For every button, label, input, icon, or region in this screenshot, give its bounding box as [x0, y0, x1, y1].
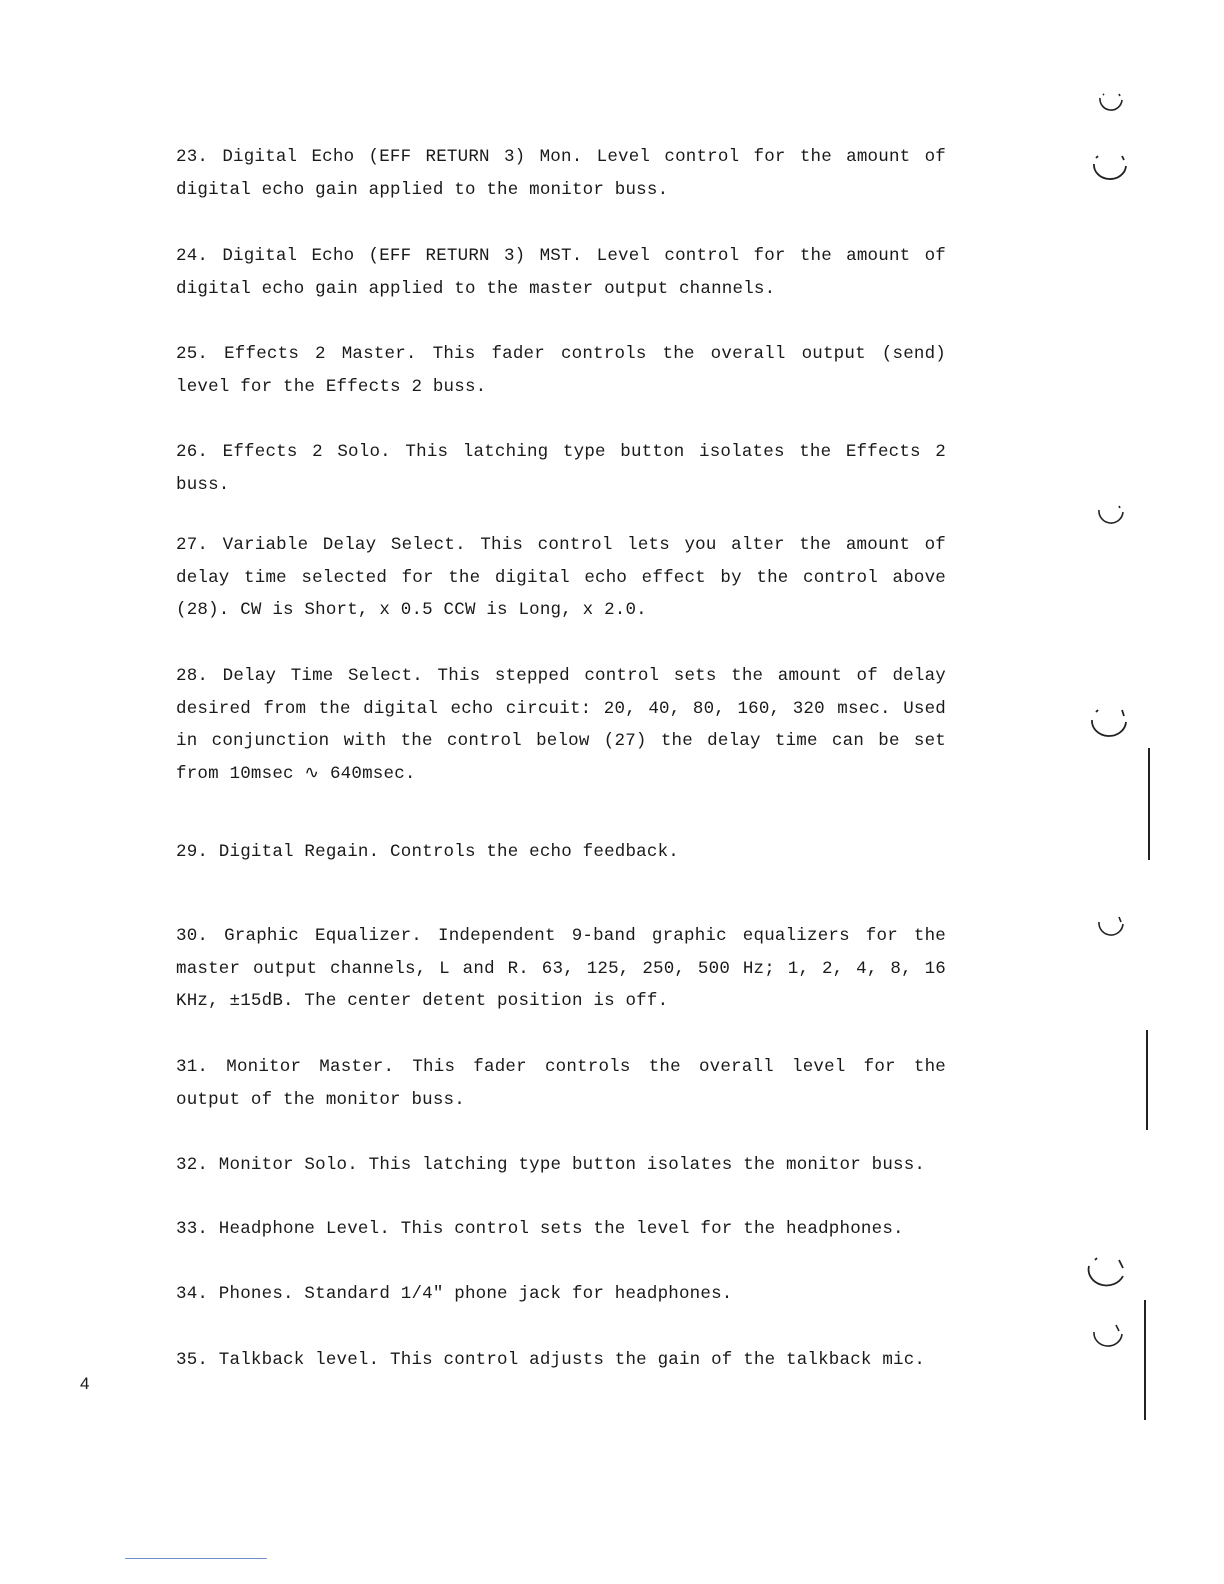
- punch-hole-icon: [1095, 90, 1127, 120]
- paragraph-28: 28. Delay Time Select. This stepped control sets the amount of delay desired from the digital echo circuit: 20, 40, 80, 160, 320 msec. Used in conjunction with the control below (27) the delay time can be set from 10msec ∿ 640msec.: [176, 666, 946, 784]
- paragraph-29: 29. Digital Regain. Controls the echo feedback.: [176, 842, 679, 862]
- paragraph-32: 32. Monitor Solo. This latching type button isolates the monitor buss.: [176, 1155, 926, 1175]
- punch-hole-icon: [1085, 1256, 1129, 1296]
- paragraph-30: 30. Graphic Equalizer. Independent 9-band graphic equalizers for the master output channels, L and R. 63, 125, 250, 500 Hz; 1, 2, 4, 8, 16 KHz, ±15dB. The center detent position is off.: [176, 926, 946, 1011]
- margin-rule: [1148, 748, 1150, 860]
- punch-hole-icon: [1090, 152, 1130, 188]
- paragraph-33: 33. Headphone Level. This control sets the level for the headphones.: [176, 1219, 904, 1239]
- paragraph-27: 27. Variable Delay Select. This control lets you alter the amount of delay time selected for the digital echo effect by the control above (28). CW is Short, x 0.5 CCW is Long, x 2.0.: [176, 535, 946, 620]
- page-number: 4: [80, 1374, 90, 1393]
- paragraph-25: 25. Effects 2 Master. This fader controls the overall output (send) level for the Effects 2 buss.: [176, 344, 946, 397]
- paragraph-35: 35. Talkback level. This control adjusts the gain of the talkback mic.: [176, 1350, 926, 1370]
- punch-hole-icon: [1095, 502, 1127, 532]
- paragraph-26: 26. Effects 2 Solo. This latching type button isolates the Effects 2 buss.: [176, 442, 946, 495]
- punch-hole-icon: [1090, 1322, 1126, 1356]
- margin-rule: [1144, 1300, 1146, 1420]
- footer-rule: [125, 1558, 267, 1559]
- paragraph-34: 34. Phones. Standard 1/4" phone jack for headphones.: [176, 1284, 733, 1304]
- paragraph-31: 31. Monitor Master. This fader controls the overall level for the output of the monitor buss.: [176, 1057, 946, 1110]
- paragraph-23: 23. Digital Echo (EFF RETURN 3) Mon. Level control for the amount of digital echo gain applied to the monitor buss.: [176, 147, 946, 200]
- paragraph-24: 24. Digital Echo (EFF RETURN 3) MST. Level control for the amount of digital echo gain applied to the master output channels.: [176, 246, 946, 299]
- punch-hole-icon: [1095, 914, 1127, 944]
- margin-rule: [1146, 1030, 1148, 1130]
- punch-hole-icon: [1088, 706, 1130, 744]
